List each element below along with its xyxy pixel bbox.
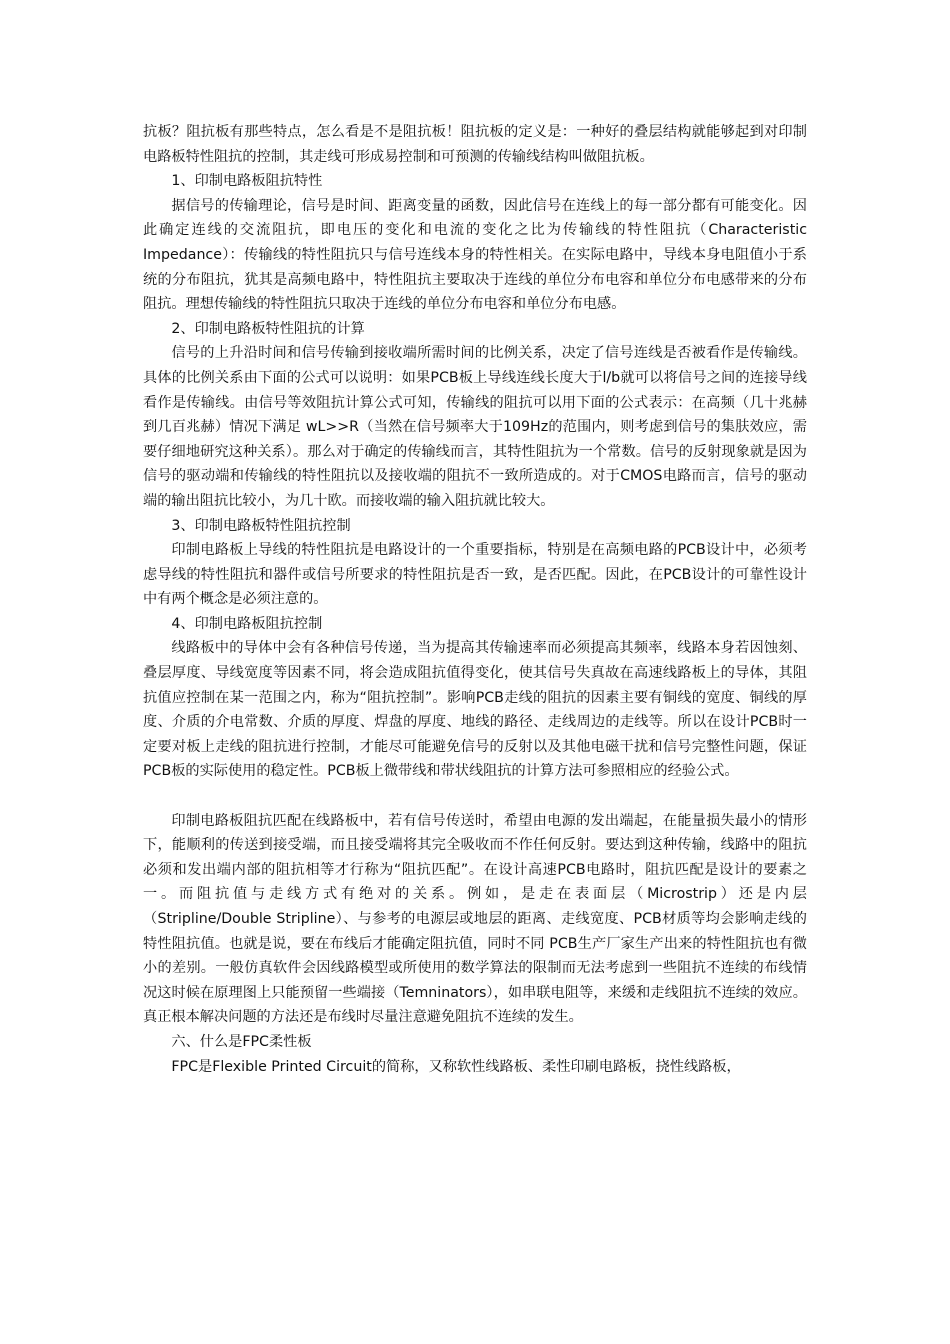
section-heading-fpc: 六、什么是FPC柔性板 [171, 1033, 312, 1050]
document-body [143, 120, 807, 1079]
section-heading-impedance-calculation: 2、印制电路板特性阻抗的计算 [171, 320, 365, 337]
paragraph-impedance-control: 线路板中的导体中会有各种信号传递，当为提高其传输速率而必须提高其频率，线路本身若因蚀刻、叠层厚度、导线宽度等因素不同，将会造成阻抗值得变化，使其信号失真故在高速线路板上的导体，其阻抗值应控制在某一范围之内，称为“阻抗控制”。影响PCB走线的阻抗的因素主要有铜线的宽度、铜线的厚度、介质的介电常数、介质的厚度、焊盘的厚度、地线的路径、走线周边的走线等。所以在设计PCB时一定要对板上走线的阻抗进行控制，才能尽可能避免信号的反射以及其他电磁干扰和信号完整性问题，保证PCB板的实际使用的稳定性。PCB板上微带线和带状线阻抗的计算方法可参照相应的经验公式。 [143, 640, 807, 780]
section-heading-characteristic-impedance-control: 3、印制电路板特性阻抗控制 [171, 517, 351, 534]
blank-line [143, 784, 807, 809]
paragraph-impedance-characteristics: 据信号的传输理论，信号是时间、距离变量的函数，因此信号在连线上的每一部分都有可能变化。因此确定连线的交流阻抗，即电压的变化和电流的变化之比为传输线的特性阻抗（Characteristic Impedance）：传输线的特性阻抗只与信号连线本身的特性相关。在实际电路中，导线本身电阻值小于系统的分布阻抗，犹其是高频电路中，特性阻抗主要取决于连线的单位分布电容和单位分布电感带来的分布阻抗。理想传输线的特性阻抗只取决于连线的单位分布电容和单位分布电感。 [143, 197, 807, 313]
paragraph-intro: 抗板？阻抗板有那些特点，怎么看是不是阻抗板！阻抗板的定义是：一种好的叠层结构就能够起到对印制电路板特性阻抗的控制，其走线可形成易控制和可预测的传输线结构叫做阻抗板。 [143, 124, 807, 165]
paragraph-impedance-matching: 印制电路板阻抗匹配在线路板中，若有信号传送时，希望由电源的发出端起，在能量损失最小的情形下，能顺利的传送到接受端，而且接受端将其完全吸收而不作任何反射。要达到这种传输，线路中的阻抗必须和发出端内部的阻抗相等才行称为“阻抗匹配”。在设计高速PCB电路时，阻抗匹配是设计的要素之一。而阻抗值与走线方式有绝对的关系。例如，是走在表面层（Microstrip）还是内层（Stripline/Double Stripline）、与参考的电源层或地层的距离、走线宽度、PCB材质等均会影响走线的特性阻抗值。也就是说，要在布线后才能确定阻抗值，同时不同 PCB生产厂家生产出来的特性阻抗也有微小的差别。一般仿真软件会因线路模型或所使用的数学算法的限制而无法考虑到一些阻抗不连续的布线情况这时候在原理图上只能预留一些端接（Temninators），如串联电阻等，来缓和走线阻抗不连续的效应。真正根本解决问题的方法还是布线时尽量注意避免阻抗不连续的发生。 [143, 812, 807, 1026]
section-heading-impedance-control: 4、印制电路板阻抗控制 [171, 615, 323, 632]
paragraph-characteristic-impedance-control: 印制电路板上导线的特性阻抗是电路设计的一个重要指标，特别是在高频电路的PCB设计中，必须考虑导线的特性阻抗和器件或信号所要求的特性阻抗是否一致，是否匹配。因此，在PCB设计的可靠性设计中有两个概念是必须注意的。 [143, 542, 807, 608]
paragraph-fpc: FPC是Flexible Printed Circuit的简称，又称软性线路板、柔性印刷电路板，挠性线路板， [171, 1058, 741, 1075]
paragraph-impedance-calculation: 信号的上升沿时间和信号传输到接收端所需时间的比例关系，决定了信号连线是否被看作是传输线。具体的比例关系由下面的公式可以说明：如果PCB板上导线连线长度大于l/b就可以将信号之间的连接导线看作是传输线。由信号等效阻抗计算公式可知，传输线的阻抗可以用下面的公式表示：在高频（几十兆赫到几百兆赫）情况下满足 wL>>R（当然在信号频率大于109Hz的范围内，则考虑到信号的集肤效应，需要仔细地研究这种关系）。那么对于确定的传输线而言，其特性阻抗为一个常数。信号的反射现象就是因为信号的驱动端和传输线的特性阻抗以及接收端的阻抗不一致所造成的。对于CMOS电路而言，信号的驱动端的输出阻抗比较小，为几十欧。而接收端的输入阻抗就比较大。 [143, 345, 807, 509]
section-heading-impedance-characteristics: 1、印制电路板阻抗特性 [171, 173, 323, 190]
